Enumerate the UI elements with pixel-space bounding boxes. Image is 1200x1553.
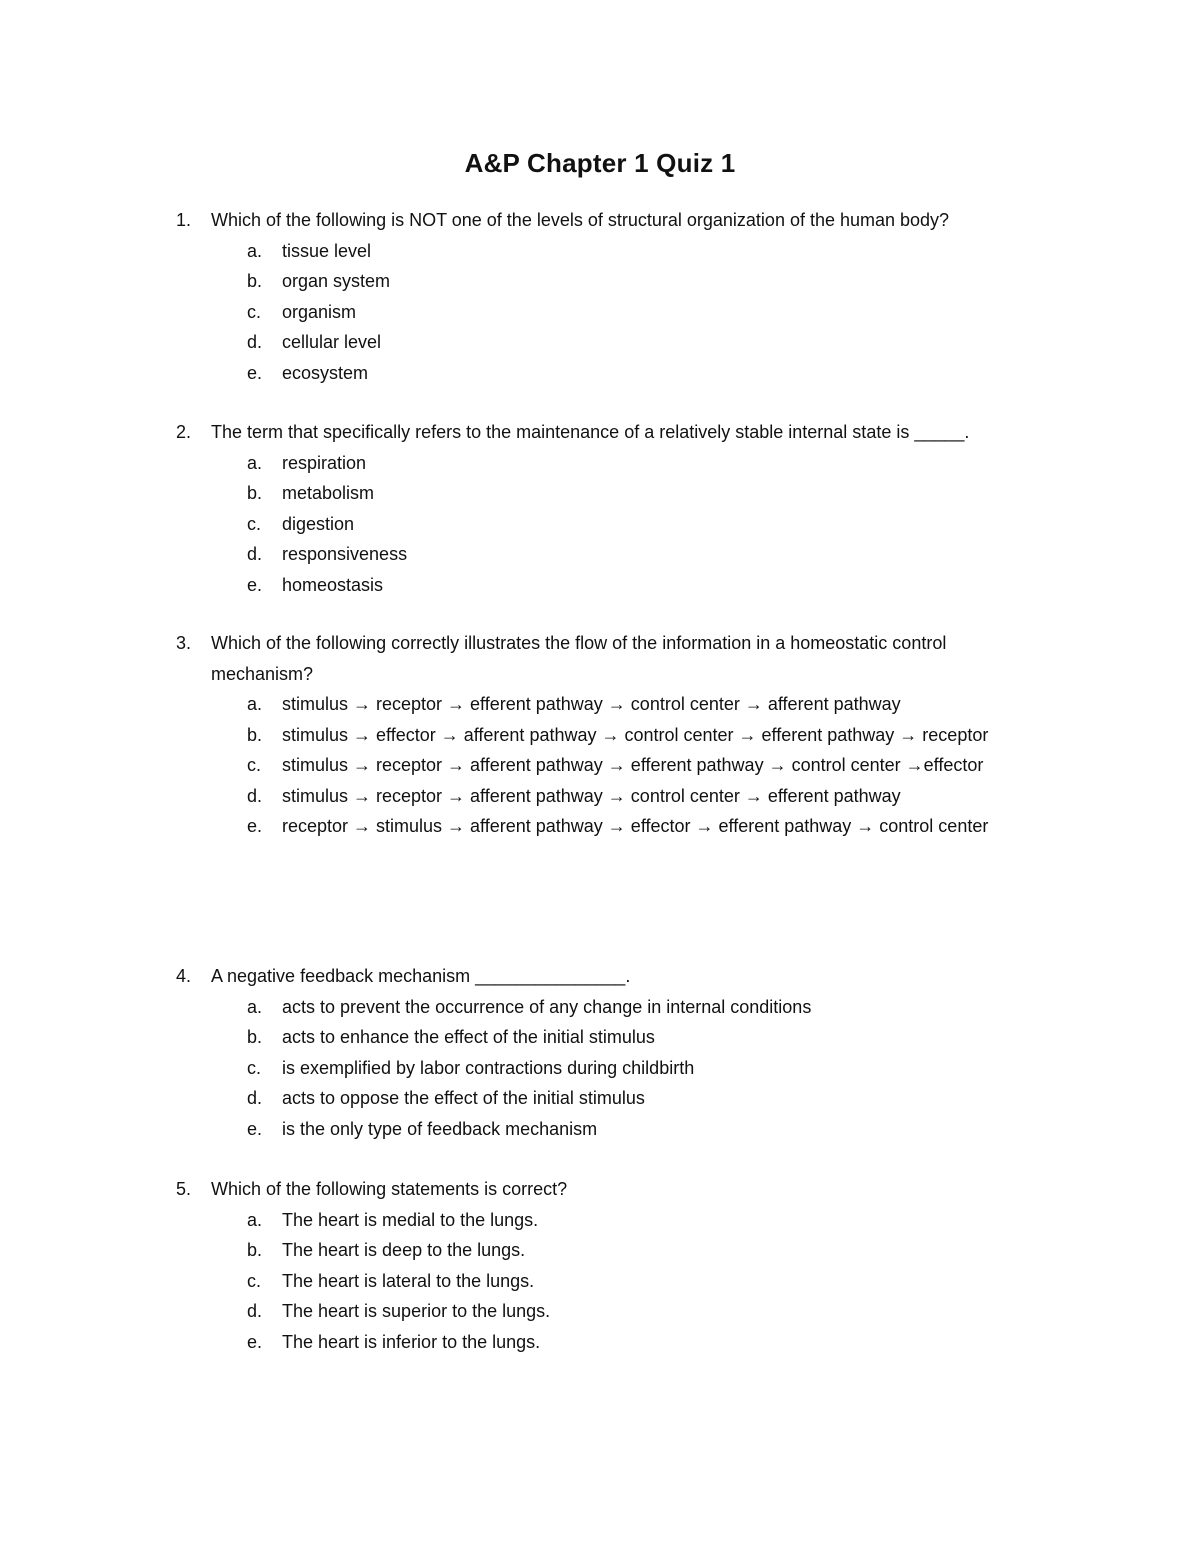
page-title: A&P Chapter 1 Quiz 1 [464,148,736,178]
answer-option [0,1083,1200,1114]
question-number: 1. [176,210,192,230]
answer-option [0,327,1200,358]
answer-option [0,1266,1200,1297]
option-text: tissue level [282,240,372,261]
question-3 [0,628,1200,842]
question-text: Which of the following correctly illustrates the flow of the information in a homeostatic control mechanism? [211,633,947,684]
option-text: ecosystem [282,362,369,383]
answer-option [0,1022,1200,1053]
option-text: The heart is medial to the lungs. [282,1209,539,1230]
answer-option [0,358,1200,389]
answer-option [0,1296,1200,1327]
option-letter: c. [247,1270,262,1291]
option-letter: a. [247,694,263,714]
answer-option [0,478,1200,509]
question-2 [0,417,1200,600]
option-letter: a. [247,996,263,1017]
answer-option [0,266,1200,297]
option-text: The heart is lateral to the lungs. [282,1270,535,1291]
question-text: The term that specifically refers to the maintenance of a relatively stable internal state is _____. [211,422,970,442]
option-letter: b. [247,483,263,503]
option-text: acts to prevent the occurrence of any change in internal conditions [282,996,812,1017]
answer-option [0,570,1200,601]
answer-option [0,236,1200,267]
question-number: 2. [176,422,192,442]
answer-option [0,689,1200,720]
question-1 [0,205,1200,388]
answer-option [0,1053,1200,1084]
option-text: stimulus → receptor → afferent pathway → efferent pathway → control center →effector [282,755,984,775]
question-stem [0,417,1200,448]
option-text: receptor → stimulus → afferent pathway → effector → efferent pathway → control center [282,816,989,836]
question-5 [0,1174,1200,1357]
answer-option [0,750,1200,781]
option-letter: e. [247,1331,263,1352]
option-letter: b. [247,1027,263,1047]
option-letter: c. [247,1057,262,1078]
answer-option [0,992,1200,1023]
answer-option [0,509,1200,540]
option-letter: b. [247,271,263,291]
answer-option [0,1235,1200,1266]
option-text: organ system [282,271,391,291]
option-text: is the only type of feedback mechanism [282,1118,598,1139]
answer-option [0,781,1200,812]
question-number: 4. [176,966,192,986]
option-text: The heart is superior to the lungs. [282,1301,551,1321]
question-text: A negative feedback mechanism _______________. [211,966,631,986]
option-letter: a. [247,1209,263,1230]
option-text: stimulus → receptor → efferent pathway → control center → afferent pathway [282,694,901,714]
option-letter: d. [247,332,263,352]
answer-option [0,1205,1200,1236]
option-letter: b. [247,1240,263,1260]
question-number: 3. [176,633,192,653]
question-stem [0,961,1200,992]
question-number: 5. [176,1179,192,1199]
question-stem [0,628,1200,689]
option-text: acts to oppose the effect of the initial stimulus [282,1088,645,1108]
question-stem [0,1174,1200,1205]
option-text: The heart is deep to the lungs. [282,1240,526,1260]
option-letter: c. [247,513,262,534]
option-text: stimulus → effector → afferent pathway → control center → efferent pathway → receptor [282,724,989,745]
answer-option [0,448,1200,479]
option-letter: d. [247,1088,263,1108]
option-text: respiration [282,452,367,473]
answer-option [0,720,1200,751]
answer-option [0,811,1200,842]
option-text: acts to enhance the effect of the initial stimulus [282,1027,655,1047]
option-letter: a. [247,240,263,261]
option-letter: d. [247,785,263,806]
answer-option [0,1327,1200,1358]
option-letter: e. [247,816,263,836]
answer-option [0,539,1200,570]
option-letter: b. [247,724,263,745]
option-text: digestion [282,513,355,534]
option-letter: e. [247,362,263,383]
option-text: responsiveness [282,544,408,564]
option-letter: d. [247,544,263,564]
question-4 [0,961,1200,1144]
answer-option [0,1114,1200,1145]
option-letter: a. [247,452,263,473]
option-letter: e. [247,574,263,595]
option-text: organism [282,301,357,322]
option-text: The heart is inferior to the lungs. [282,1331,541,1352]
option-text: stimulus → receptor → afferent pathway → control center → efferent pathway [282,785,901,806]
question-text: Which of the following statements is correct? [211,1179,568,1199]
option-text: cellular level [282,332,382,352]
option-letter: e. [247,1118,263,1139]
option-text: metabolism [282,483,375,503]
option-text: homeostasis [282,574,384,595]
option-letter: d. [247,1301,263,1321]
option-letter: c. [247,301,262,322]
option-letter: c. [247,755,262,775]
option-text: is exemplified by labor contractions during childbirth [282,1057,695,1078]
question-stem [0,205,1200,236]
question-text: Which of the following is NOT one of the levels of structural organization of the human body? [211,210,950,230]
answer-option [0,297,1200,328]
